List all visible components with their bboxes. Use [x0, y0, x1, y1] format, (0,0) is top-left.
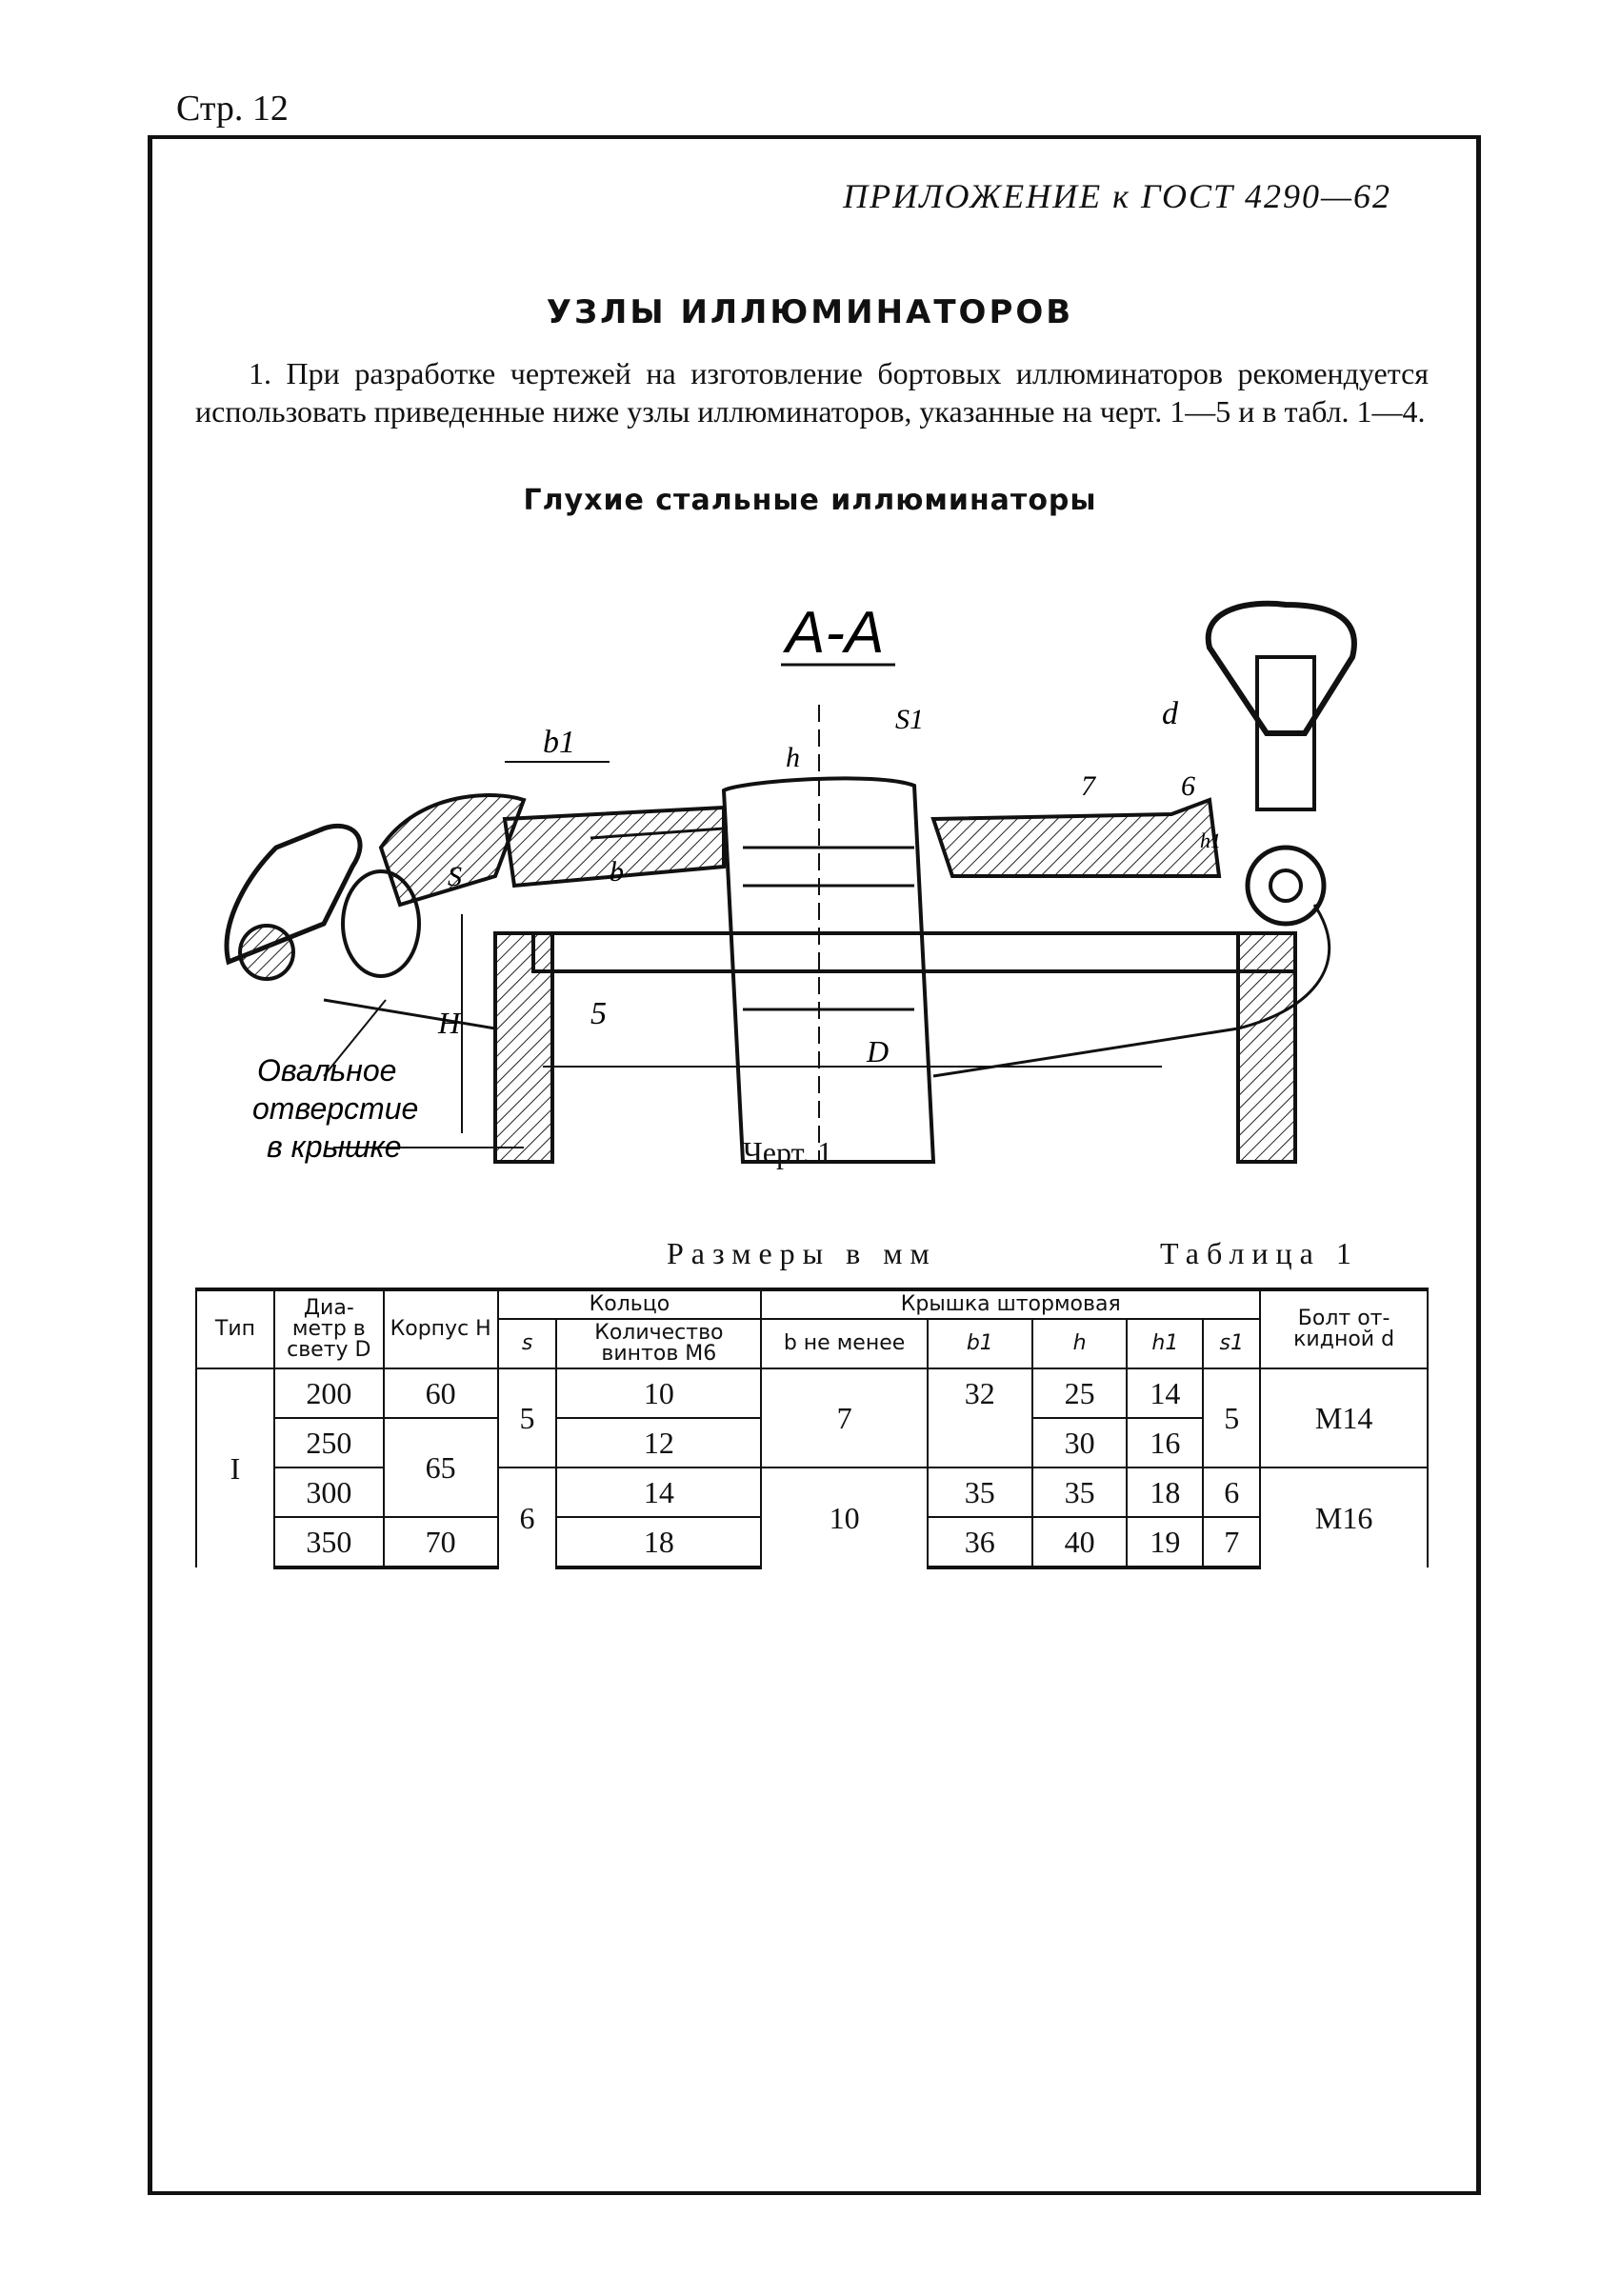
header-ring-s: s	[498, 1319, 557, 1368]
cell-D: 250	[274, 1418, 384, 1467]
label-D: D	[867, 1034, 890, 1068]
cell-screws: 10	[556, 1368, 761, 1418]
cell-b1: 36	[928, 1517, 1032, 1567]
cell-screws: 14	[556, 1467, 761, 1517]
table-row	[196, 1467, 1428, 1517]
note-line-2: отверстие	[252, 1091, 419, 1126]
header-body: Корпус H	[384, 1289, 498, 1368]
cell-screws: 12	[556, 1418, 761, 1467]
cell-s1: 5	[1203, 1368, 1260, 1467]
header-cover-h: h	[1032, 1319, 1128, 1368]
cell-b: 10	[761, 1467, 928, 1567]
table-name: Таблица 1	[1160, 1236, 1359, 1270]
cell-h: 30	[1032, 1418, 1128, 1467]
table-row	[196, 1368, 1428, 1418]
note-line-1: Овальное	[257, 1053, 397, 1088]
cell-h1: 19	[1127, 1517, 1203, 1567]
header-cover-b: b не менее	[761, 1319, 928, 1368]
cell-s1: 6	[1203, 1467, 1260, 1517]
cell-D: 200	[274, 1368, 384, 1418]
label-h1: h1	[1200, 829, 1221, 852]
label-s: S	[448, 861, 462, 892]
cell-h1: 16	[1127, 1418, 1203, 1467]
cell-b1: 35	[928, 1467, 1032, 1517]
label-H: H	[438, 1006, 461, 1040]
cell-type: I	[196, 1368, 274, 1567]
cell-D: 350	[274, 1517, 384, 1567]
cell-D: 300	[274, 1467, 384, 1517]
cell-H: 70	[384, 1517, 498, 1567]
appendix-heading: ПРИЛОЖЕНИЕ к ГОСТ 4290—62	[843, 177, 1391, 215]
header-cover-s1: s1	[1203, 1319, 1260, 1368]
drawing-caption: Черт. 1	[743, 1135, 833, 1169]
intro-paragraph	[195, 354, 1429, 430]
cell-h1: 18	[1127, 1467, 1203, 1517]
header-ring-screws: Количество винтов М6	[556, 1319, 761, 1368]
cell-b1: 32	[928, 1368, 1032, 1418]
section-title: УЗЛЫ ИЛЛЮМИНАТОРОВ	[546, 293, 1074, 331]
cell-h1: 14	[1127, 1368, 1203, 1418]
cell-s1: 7	[1203, 1517, 1260, 1567]
label-5: 5	[590, 996, 607, 1031]
label-d: d	[1162, 696, 1178, 731]
cell-bolt: М14	[1260, 1368, 1428, 1467]
cell-b: 7	[761, 1368, 928, 1467]
label-b: b	[610, 856, 624, 888]
section-label: А-А	[786, 600, 885, 666]
units-note: Размеры в мм	[667, 1236, 937, 1270]
header-cover: Крышка штормовая	[761, 1289, 1260, 1319]
cell-screws: 18	[556, 1517, 761, 1567]
note-line-3: в крышке	[267, 1129, 402, 1164]
cell-b1	[928, 1418, 1032, 1467]
intro-text: 1. При разработке чертежей на изготовление бортовых иллюминаторов рекомендуется использовать приведенные ниже узлы иллюминаторов, указанные на черт. 1—5 и в табл. 1—4.	[195, 356, 1429, 429]
cell-s: 5	[498, 1368, 557, 1467]
cell-s: 6	[498, 1467, 557, 1567]
header-type: Тип	[196, 1289, 274, 1368]
dimensions-table	[195, 1288, 1429, 1569]
cell-h: 40	[1032, 1517, 1128, 1567]
header-diameter: Диа-метр в свету D	[274, 1289, 384, 1368]
cell-H: 65	[384, 1418, 498, 1517]
label-6: 6	[1181, 770, 1195, 802]
cell-h: 25	[1032, 1368, 1128, 1418]
header-cover-h1: h1	[1127, 1319, 1203, 1368]
subsection-title: Глухие стальные иллюминаторы	[523, 484, 1097, 517]
cell-H: 60	[384, 1368, 498, 1418]
cell-bolt: М16	[1260, 1467, 1428, 1567]
cell-h: 35	[1032, 1467, 1128, 1517]
header-ring: Кольцо	[498, 1289, 762, 1319]
header-cover-b1: b1	[928, 1319, 1032, 1368]
label-h: h	[786, 742, 800, 773]
page-number: Стр. 12	[176, 89, 289, 129]
label-7: 7	[1081, 770, 1095, 802]
technical-drawing	[210, 562, 1448, 1171]
label-b1: b1	[543, 725, 575, 760]
label-s1: S1	[895, 704, 924, 735]
header-bolt: Болт от-кидной d	[1260, 1289, 1428, 1368]
